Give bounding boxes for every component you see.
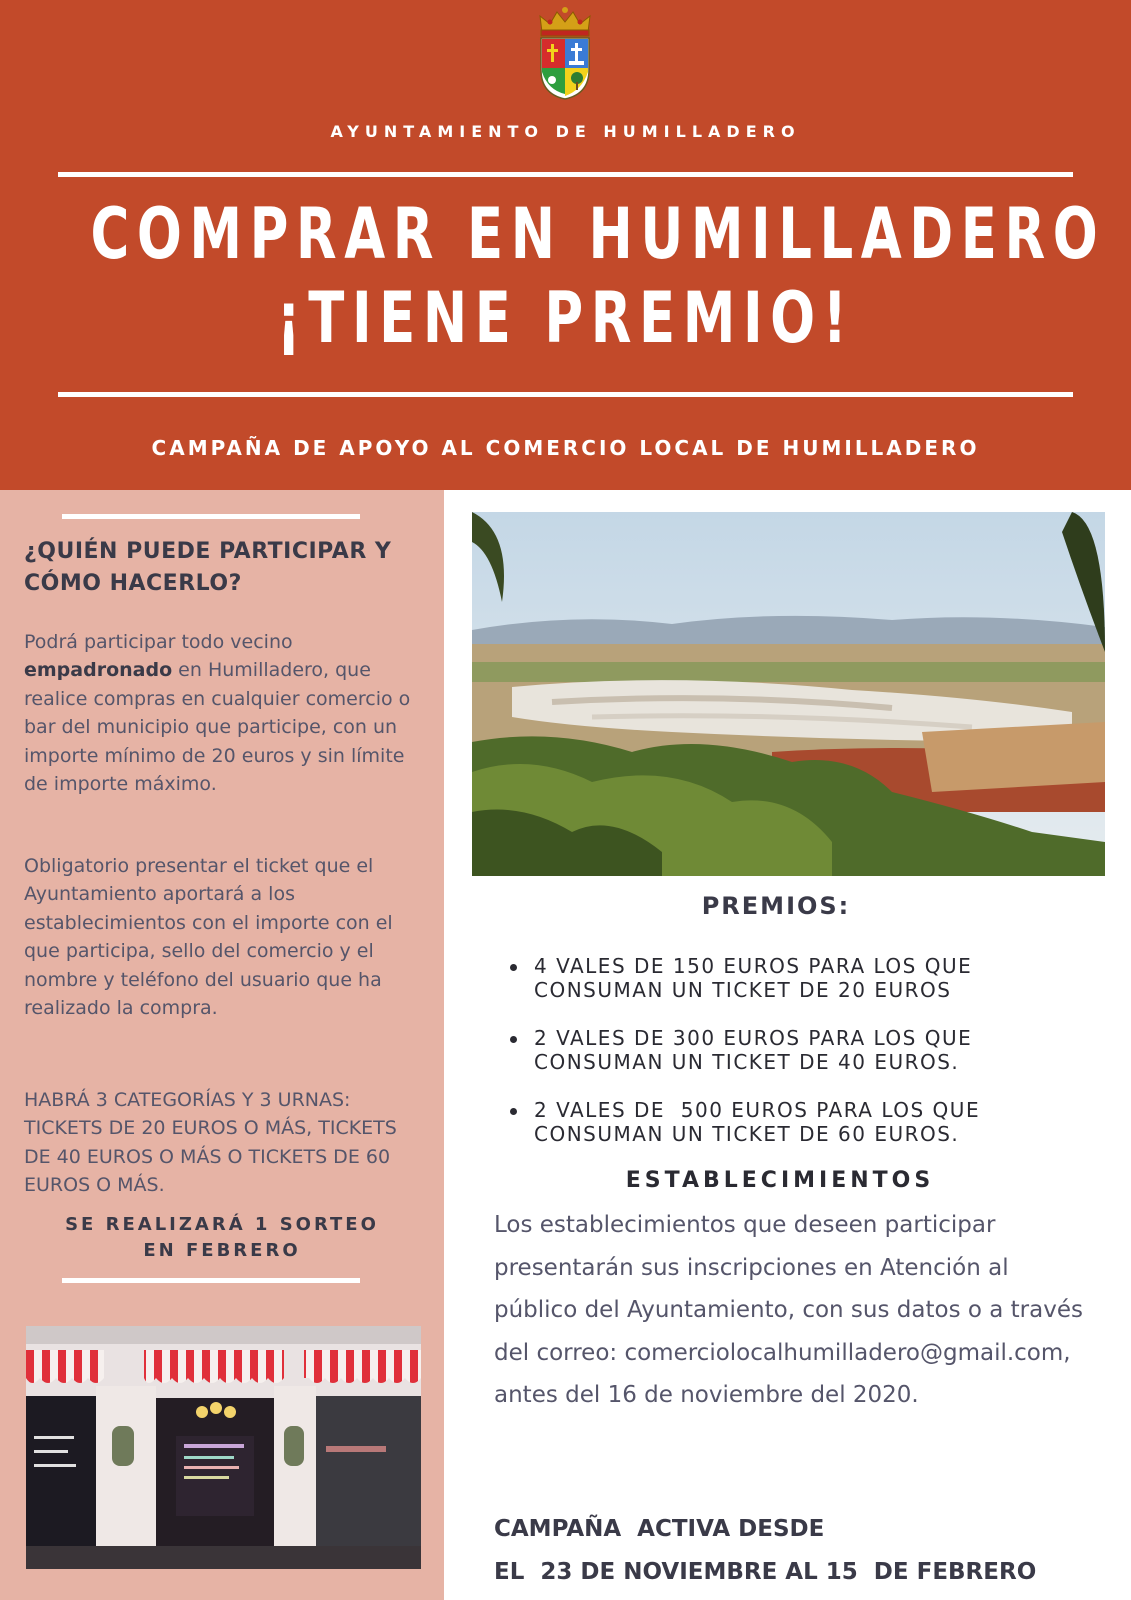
prizes-title: PREMIOS: bbox=[701, 892, 851, 920]
prize-3-line-1: 2 VALES DE 500 EUROS PARA LOS QUE bbox=[534, 1098, 981, 1122]
prize-item bbox=[534, 1026, 1094, 1074]
header-banner bbox=[0, 0, 1131, 490]
organization-name: AYUNTAMIENTO DE HUMILLADERO bbox=[330, 122, 801, 141]
campaign-dates bbox=[494, 1508, 1114, 1594]
campaign-subtitle: CAMPAÑA DE APOYO AL COMERCIO LOCAL DE HUMILLADERO bbox=[151, 436, 980, 460]
header-divider-bottom bbox=[58, 392, 1073, 397]
participation-heading: ¿QUIÉN PUEDE PARTICIPAR Y CÓMO HACERLO? bbox=[24, 539, 392, 596]
panel-divider-bottom bbox=[62, 1278, 360, 1283]
title-line-2: ¡TIENE PREMIO! bbox=[276, 277, 855, 359]
p1-text-end: en Humilladero, que realice compras en cualquier comercio o bar del municipio que participe, con un importe mínimo de 20 euros y sin límite de importe máximo. bbox=[24, 659, 411, 796]
participation-paragraph-2: Obligatorio presentar el ticket que el Ayuntamiento aportará a los establecimientos con el importe con el que participa, sello del comercio y el nombre y teléfono del usuario que ha realizado la compra. bbox=[24, 855, 393, 1020]
prize-item bbox=[534, 1098, 1094, 1146]
prize-item bbox=[534, 954, 1094, 1002]
draw-line-2: EN FEBRERO bbox=[143, 1240, 301, 1261]
draw-line-1: SE REALIZARÁ 1 SORTEO bbox=[65, 1214, 379, 1235]
p1-bold-word: empadronado bbox=[24, 659, 173, 682]
page-title bbox=[90, 192, 1106, 360]
prizes-list bbox=[534, 954, 1094, 1170]
prize-2-line-2: CONSUMAN UN TICKET DE 40 EUROS. bbox=[534, 1050, 960, 1074]
municipal-coat-of-arms-icon bbox=[536, 4, 594, 100]
campaign-line-2: EL 23 DE NOVIEMBRE AL 15 DE FEBRERO bbox=[494, 1559, 1037, 1585]
shop-front-photo bbox=[26, 1326, 421, 1569]
p1-text-start: Podrá participar todo vecino bbox=[24, 631, 293, 653]
prize-1-line-1: 4 VALES DE 150 EUROS PARA LOS QUE bbox=[534, 954, 973, 978]
categories-paragraph: HABRÁ 3 CATEGORÍAS Y 3 URNAS: TICKETS DE 20 EUROS O MÁS, TICKETS DE 40 EUROS O MÁS O TICKETS DE 60 EUROS O MÁS. bbox=[24, 1089, 397, 1197]
title-line-1: COMPRAR EN HUMILLADERO bbox=[90, 193, 1106, 275]
header-divider-top bbox=[58, 172, 1073, 177]
establishments-text: Los establecimientos que deseen participar presentarán sus inscripciones en Atención al público del Ayuntamiento, con sus datos o a través del correo: comerciolocalhumilladero@gmail.com, antes del 16 de noviembre del 2020. bbox=[494, 1212, 1083, 1409]
campaign-line-1: CAMPAÑA ACTIVA DESDE bbox=[494, 1516, 825, 1542]
draw-announcement bbox=[24, 1212, 420, 1264]
prize-1-line-2: CONSUMAN UN TICKET DE 20 EUROS bbox=[534, 978, 952, 1002]
prize-2-line-1: 2 VALES DE 300 EUROS PARA LOS QUE bbox=[534, 1026, 973, 1050]
panel-divider-top bbox=[62, 514, 360, 519]
landscape-photo bbox=[472, 512, 1105, 876]
participation-panel bbox=[0, 490, 444, 1600]
establishments-title: ESTABLECIMIENTOS bbox=[625, 1168, 935, 1193]
prize-3-line-2: CONSUMAN UN TICKET DE 60 EUROS. bbox=[534, 1122, 960, 1146]
participation-paragraph-1 bbox=[24, 628, 424, 798]
